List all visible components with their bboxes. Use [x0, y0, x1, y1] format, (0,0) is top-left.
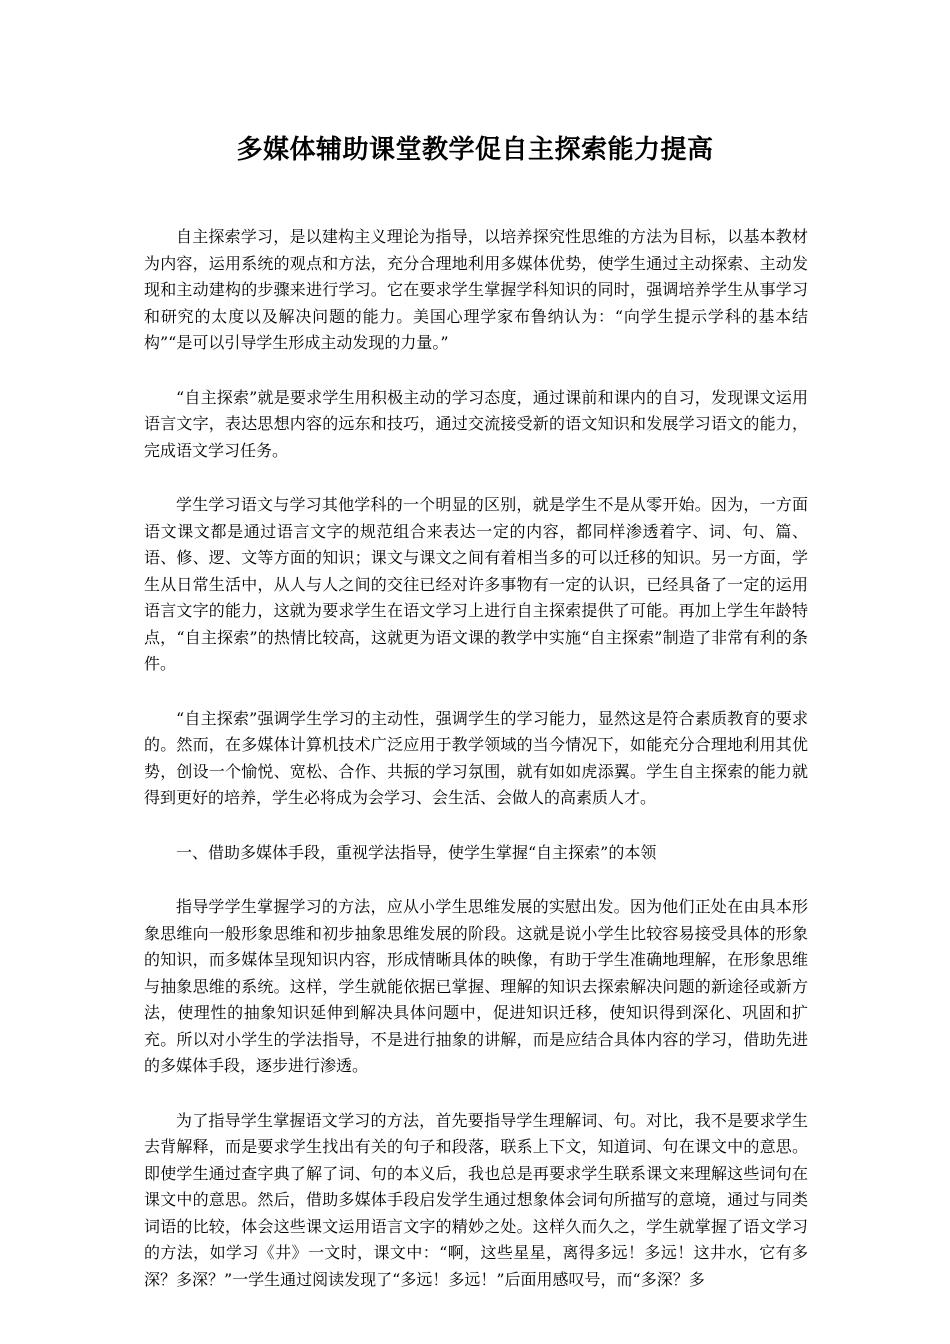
paragraph: “自主探索”就是要求学生用积极主动的学习态度，通过课前和课内的自习，发现课文运用语言文字，表达思想内容的远东和技巧，通过交流接受新的语文知识和发展学习语文的能力，完成语文学习任务。: [144, 387, 808, 460]
paragraph: “自主探索”强调学生学习的主动性，强调学生的学习能力，显然这是符合素质教育的要求的。然而，在多媒体计算机技术广泛应用于教学领域的当今情况下，如能充分合理地利用其优势，创设一个愉悦、宽松、合作、共振的学习氛围，就有如如虎添翼。学生自主探索的能力就得到更好的培养，学生必将成为会学习、会生活、会做人的高素质人才。: [144, 708, 808, 807]
paragraph: 为了指导学生掌握语文学习的方法，首先要指导学生理解词、句。对比，我不是要求学生去背解释，而是要求学生找出有关的句子和段落，联系上下文，知道词、句在课文中的意思。即使学生通过查字典了解了词、句的本义后，我也总是再要求学生联系课文来理解这些词句在课文中的意思。然后，借助多媒体手段启发学生通过想象体会词句所描写的意境，通过与同类词语的比较，体会这些课文运用语言文字的精妙之处。这样久而久之，学生就掌握了语文学习的方法，如学习《井》一文时，课文中：“啊，这些星星，离得多远！多远！这井水，它有多深？多深？”一学生通过阅读发现了“多远！多远！”后面用感叹号，而“多深？多: [144, 1110, 808, 1289]
section-heading: 一、借助多媒体手段，重视学法指导，使学生掌握“自主探索”的本领: [176, 842, 657, 862]
paragraph: 指导学学生掌握学习的方法，应从小学生思维发展的实慰出发。因为他们正处在由具本形象思维向一般形象思维和初步抽象思维发展的阶段。这就是说小学生比较容易接受具体的形象的知识，而多媒体呈现知识内容，形成情晰具体的映像，有助于学生准确地理解，在形象思维与抽象思维的系统。这样，学生就能依据已掌握、理解的知识去探索解决问题的新途径或新方法，使理性的抽象知识延伸到解决具体问题中，促进知识迁移，使知识得到深化、巩固和扩充。所以对小学生的学法指导，不是进行抽象的讲解，而是应结合具体内容的学习，借助先进的多媒体手段，逐步进行渗透。: [144, 897, 808, 1075]
document-title: 多媒体辅助课堂教学促自主探索能力提高: [236, 135, 714, 165]
paragraph: 自主探索学习，是以建构主义理论为指导，以培养探究性思维的方法为目标，以基本教材为内容，运用系统的观点和方法，充分合理地利用多媒体优势，使学生通过主动探索、主动发现和主动建构的步骤来进行学习。它在要求学生掌握学科知识的同时，强调培养学生从事学习和研究的太度以及解决问题的能力。美国心理学家布鲁纳认为：“向学生提示学科的基本结构”“是可以引导学生形成主动发现的力量。”: [144, 227, 808, 352]
document-body: [144, 224, 808, 1321]
paragraph: 学生学习语文与学习其他学科的一个明显的区别，就是学生不是从零开始。因为，一方面语文课文都是通过语言文字的规范组合来表达一定的内容，都同样渗透着字、词、句、篇、语、修、逻、文等方面的知识；课文与课文之间有着相当多的可以迁移的知识。另一方面，学生从日常生活中，从人与人之间的交往已经对许多事物有一定的认识，已经具备了一定的运用语言文字的能力，这就为要求学生在语文学习上进行自主探索提供了可能。再加上学生年龄特点，“自主探索”的热情比较高，这就更为语文课的教学中实施“自主探索”制造了非常有利的条件。: [144, 495, 808, 673]
